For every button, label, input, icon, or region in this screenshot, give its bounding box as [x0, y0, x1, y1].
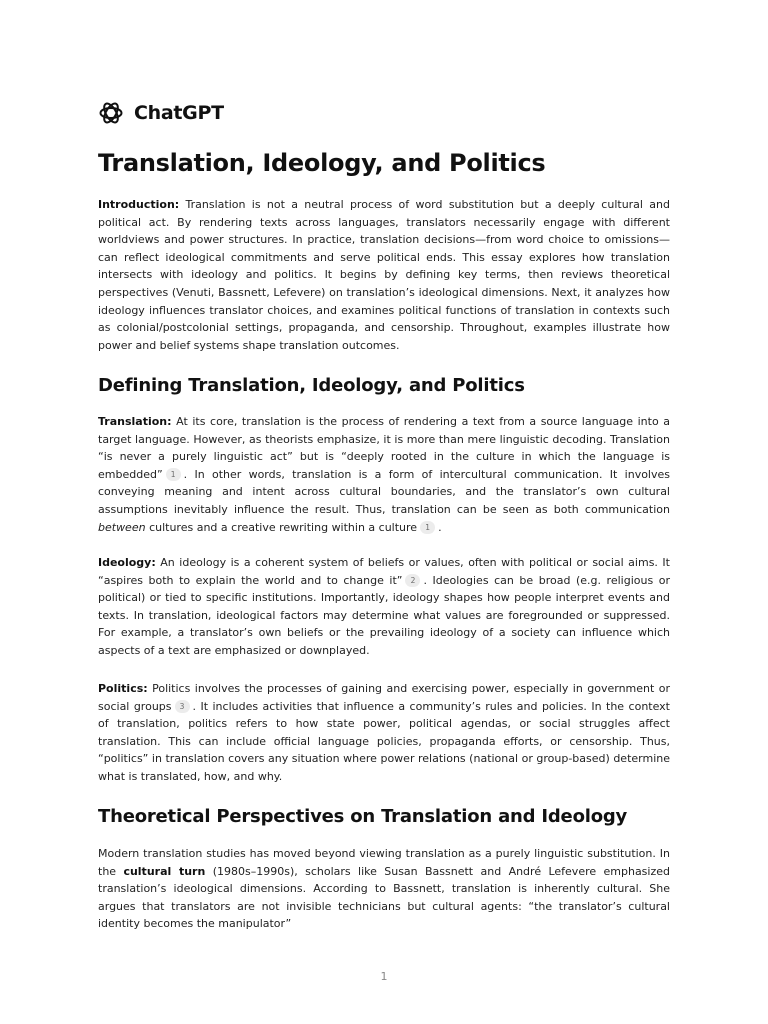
citation-badge[interactable]: 3: [175, 700, 190, 713]
theory-text-a: Modern translation studies has moved beyond viewing translation as a purely linguistic substitution. In the: [98, 847, 670, 878]
openai-knot-icon: [98, 100, 124, 126]
citation-badge[interactable]: 1: [166, 468, 181, 481]
ideology-label: Ideology:: [98, 556, 156, 569]
politics-text-a: Politics involves the processes of gaining and exercising power, especially in government or social groups: [98, 682, 670, 713]
citation-badge[interactable]: 2: [405, 574, 420, 587]
brand-name: ChatGPT: [134, 102, 224, 124]
citation-badge[interactable]: 1: [420, 521, 435, 534]
intro-label: Introduction:: [98, 198, 180, 211]
translation-emphasis: between: [98, 520, 146, 534]
ideology-text-b: . Ideologies can be broad (e.g. religious or political) or tied to specific institutions. Importantly, ideology shapes how people interpret events and texts. In translation, ideological factors may determine what values are foregrounded or suppressed. For example, a translator’s own beliefs or the prevailing ideology of a society can influence which aspects of a text are emphasized or downplayed.: [98, 573, 670, 657]
section-heading-definitions: Defining Translation, Ideology, and Politics: [98, 375, 525, 396]
politics-paragraph: [98, 680, 670, 786]
politics-label: Politics:: [98, 682, 148, 695]
document-title: Translation, Ideology, and Politics: [98, 149, 546, 177]
page-number: 1: [380, 970, 388, 983]
ideology-paragraph: [98, 554, 670, 660]
politics-text-b: . It includes activities that influence a community’s rules and policies. In the context of translation, politics refers to how state power, political agendas, or social struggles affect translation. This can include official language policies, propaganda efforts, or censorship. Thus, “politics” in translation covers any situation where power relations (national or group-based) determine what is translated, how, and why.: [98, 699, 670, 783]
translation-text-c: cultures and a creative rewriting within a culture: [145, 520, 418, 534]
section-heading-theory: Theoretical Perspectives on Translation and Ideology: [98, 806, 628, 827]
theory-paragraph: [98, 845, 670, 933]
intro-paragraph: [98, 196, 670, 354]
brand-header: [98, 100, 224, 126]
intro-text: Translation is not a neutral process of word substitution but a deeply cultural and political act. By rendering texts across languages, translators necessarily engage with different worldviews and power structures. In practice, translation decisions—from word choice to omissions—can reflect ideological commitments and serve political ends. This essay explores how translation intersects with ideology and politics. It begins by defining key terms, then reviews theoretical perspectives (Venuti, Bassnett, Lefevere) on translation’s ideological dimensions. Next, it analyzes how ideology influences translator choices, and examines political functions of translation in contexts such as colonial/postcolonial settings, propaganda, and censorship. Throughout, examples illustrate how power and belief systems shape translation outcomes.: [98, 198, 670, 352]
translation-paragraph: [98, 413, 670, 536]
translation-text-d: .: [438, 520, 442, 534]
cultural-turn-term: cultural turn: [123, 864, 206, 878]
translation-text-b: . In other words, translation is a form of intercultural communication. It involves conveying meaning and intent across cultural boundaries, and the translator’s own cultural assumptions inevitably influence the result. Thus, translation can be seen as both communication: [98, 467, 670, 516]
translation-text-a: At its core, translation is the process of rendering a text from a source language into a target language. However, as theorists emphasize, it is more than mere linguistic decoding. Translation “is never a purely linguistic act” but is “deeply rooted in the culture in which the language is embedded”: [98, 415, 670, 481]
translation-label: Translation:: [98, 415, 172, 428]
ideology-text-a: An ideology is a coherent system of beliefs or values, often with political or social aims. It “aspires both to explain the world and to change it”: [98, 556, 670, 587]
theory-text-b: (1980s–1990s), scholars like Susan Bassnett and André Lefevere emphasized translation’s ideological dimensions. According to Bassnett, translation is inherently cultural. She argues that translators are not invisible technicians but cultural agents: “the translator’s cultural identity becomes the manipulator”: [98, 864, 670, 931]
